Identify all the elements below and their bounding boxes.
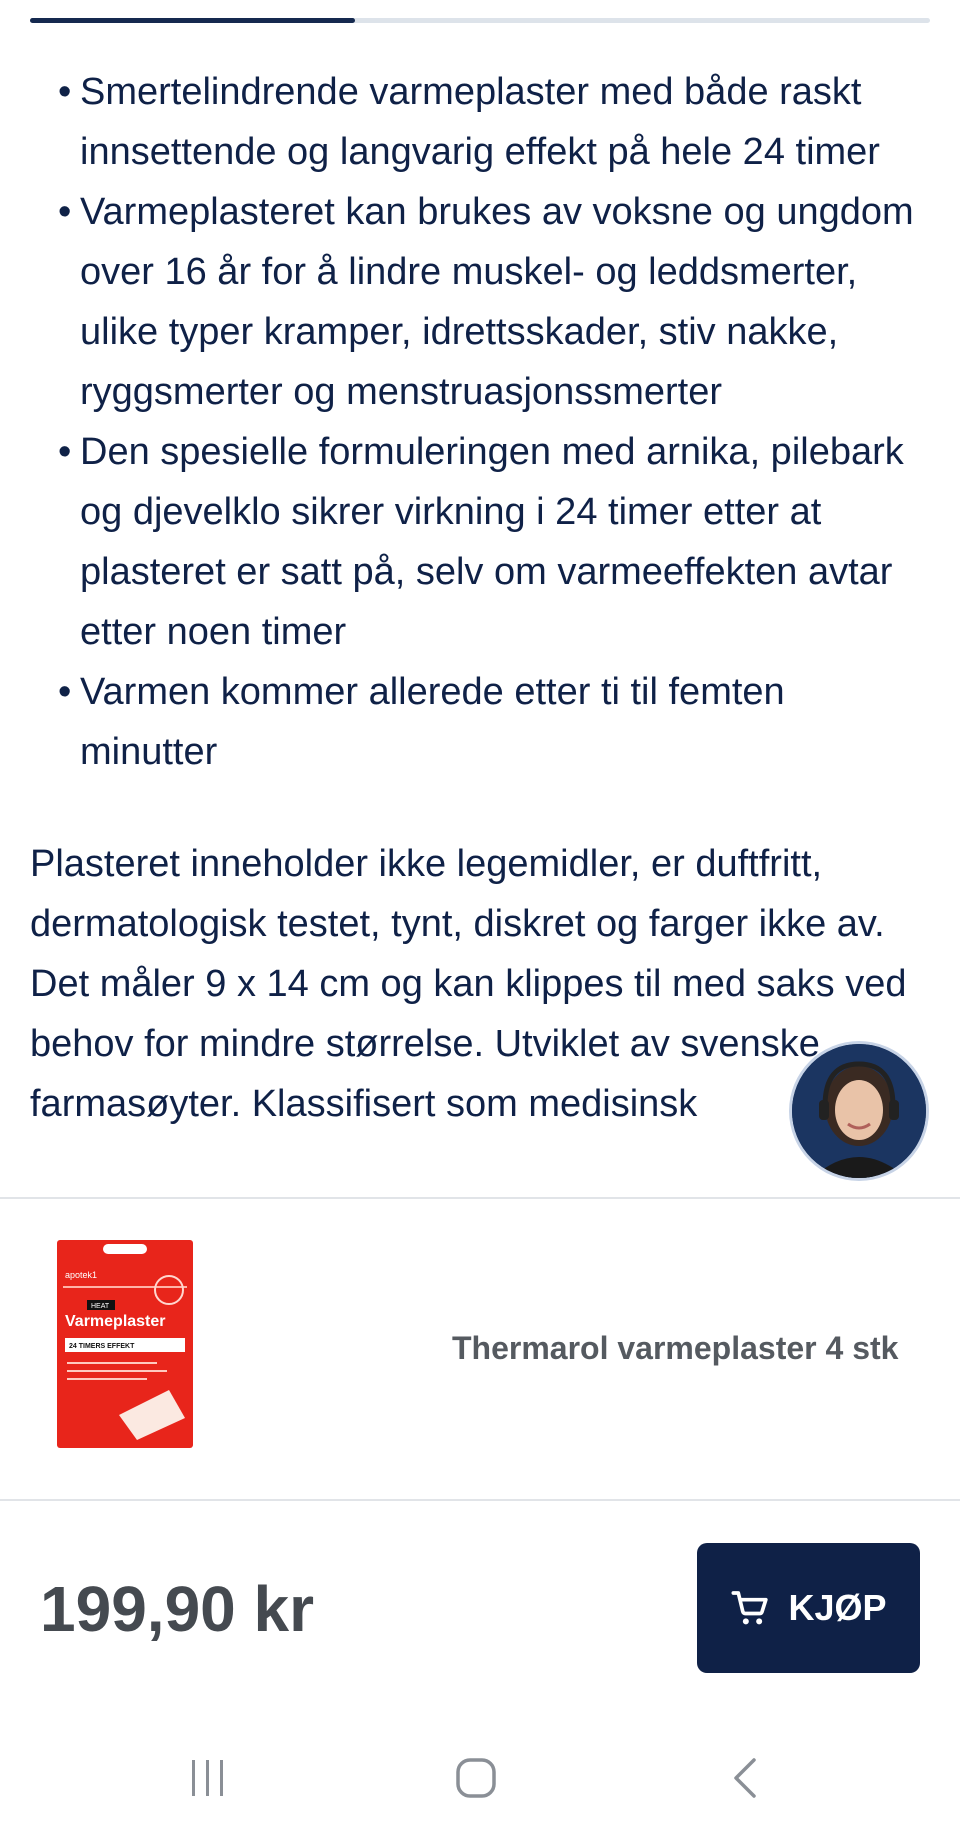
- chat-support-avatar[interactable]: [792, 1044, 926, 1178]
- home-button[interactable]: [436, 1738, 516, 1818]
- package-brand: apotek1: [65, 1270, 98, 1280]
- bullet-dot: •: [58, 431, 72, 473]
- bullet-dot: •: [58, 191, 72, 233]
- product-image[interactable]: [57, 1240, 193, 1448]
- package-line: HEAT: [91, 1303, 110, 1310]
- buy-button[interactable]: [697, 1543, 920, 1673]
- section-divider: [0, 1499, 960, 1501]
- support-agent-icon: [792, 1044, 926, 1178]
- back-icon: [724, 1756, 768, 1800]
- bullet-dot: •: [58, 671, 72, 713]
- product-price: 199,90 kr: [40, 1573, 315, 1645]
- product-description: [30, 62, 930, 1174]
- product-name[interactable]: Thermarol varmeplaster 4 stk: [452, 1330, 899, 1366]
- feature-item: • Den spesielle formuleringen med arnika, pilebark og djevelklo sikrer virkning i 24 timer etter at plasteret er satt på, selv om varmeeffekten avtar etter noen timer: [30, 422, 930, 662]
- recents-icon: [186, 1756, 230, 1800]
- package-subtitle: 24 TIMERS EFFEKT: [69, 1343, 135, 1350]
- buy-button-label: KJØP: [788, 1587, 887, 1628]
- cart-icon: [730, 1588, 770, 1628]
- tab-indicator-active: [30, 18, 355, 23]
- back-button[interactable]: [706, 1738, 786, 1818]
- feature-item: • Varmeplasteret kan brukes av voksne og ungdom over 16 år for å lindre muskel- og leddsmerter, ulike typer kramper, idrettsskader, stiv nakke, ryggsmerter og menstruasjonssmerter: [30, 182, 930, 422]
- bullet-dot: •: [58, 71, 72, 113]
- system-navigation-bar: [0, 1720, 960, 1833]
- package-title: Varmeplaster: [65, 1313, 166, 1330]
- recents-button[interactable]: [168, 1738, 248, 1818]
- home-icon: [452, 1754, 500, 1802]
- tab-indicator-track: [30, 18, 930, 23]
- feature-item: • Varmen kommer allerede etter ti til femten minutter: [30, 662, 930, 782]
- description-paragraph: Plasteret inneholder ikke legemidler, er duftfritt, dermatologisk testet, tynt, diskret og farger ikke av. Det måler 9 x 14 cm og kan klippes til med saks ved behov for mindre størrelse. Utviklet av svenske farmasøyter. Klassifisert som medisinsk: [30, 843, 907, 1125]
- feature-item: • Smertelindrende varmeplaster med både raskt innsettende og langvarig effekt på hele 24 timer: [30, 62, 930, 182]
- feature-list: [30, 62, 930, 782]
- section-divider: [0, 1197, 960, 1199]
